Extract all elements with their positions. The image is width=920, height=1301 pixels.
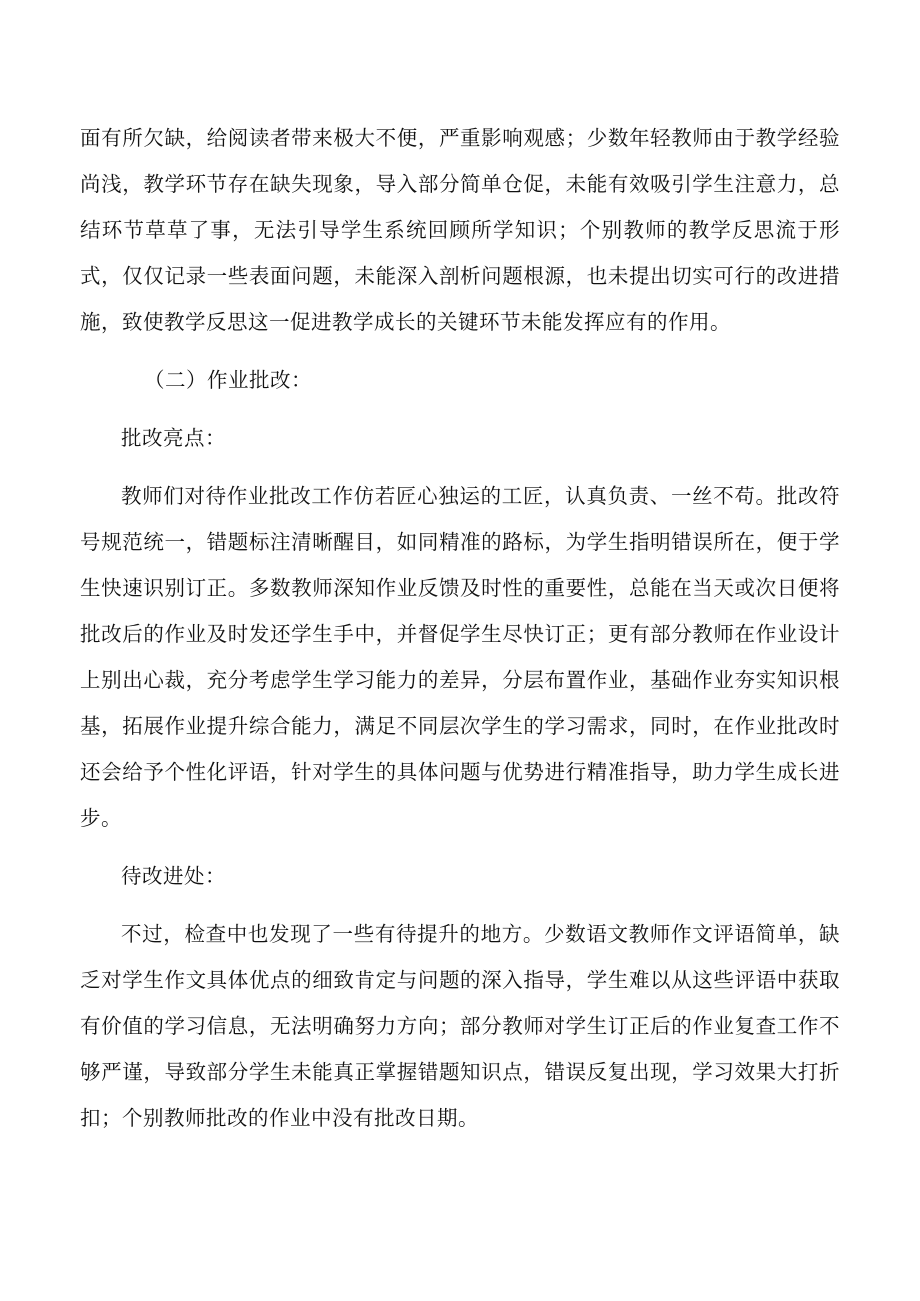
paragraph-improvements: 不过，检查中也发现了一些有待提升的地方。少数语文教师作文评语简单，缺乏对学生作文具体优点的细致肯定与问题的深入指导，学生难以从这些评语中获取有价值的学习信息，无法明确努力方向；部分教师对学生订正后的作业复查工作不够严谨，导致部分学生未能真正掌握错题知识点，错误反复出现，学习效果大打折扣；个别教师批改的作业中没有批改日期。 (80, 922, 840, 1130)
section-heading-homework-grading: （二）作业批改： (144, 368, 312, 392)
sub-heading-highlights: 批改亮点： (121, 426, 226, 450)
sub-heading-improvements: 待改进处： (121, 864, 226, 888)
paragraph-highlights: 教师们对待作业批改工作仿若匠心独运的工匠，认真负责、一丝不苟。批改符号规范统一，错题标注清晰醒目，如同精准的路标，为学生指明错误所在，便于学生快速识别订正。多数教师深知作业反馈及时性的重要性，总能在当天或次日便将批改后的作业及时发还学生手中，并督促学生尽快订正；更有部分教师在作业设计上别出心裁，充分考虑学生学习能力的差异，分层布置作业，基础作业夯实知识根基，拓展作业提升综合能力，满足不同层次学生的学习需求，同时，在作业批改时还会给予个性化评语，针对学生的具体问题与优势进行精准指导，助力学生成长进步。 (80, 484, 840, 830)
paragraph-continued: 面有所欠缺，给阅读者带来极大不便，严重影响观感；少数年轻教师由于教学经验尚浅，教学环节存在缺失现象，导入部分简单仓促，未能有效吸引学生注意力，总结环节草草了事，无法引导学生系统回顾所学知识；个别教师的教学反思流于形式，仅仅记录一些表面问题，未能深入剖析问题根源，也未提出切实可行的改进措施，致使教学反思这一促进教学成长的关键环节未能发挥应有的作用。 (80, 126, 840, 334)
document-page (80, 115, 840, 1141)
